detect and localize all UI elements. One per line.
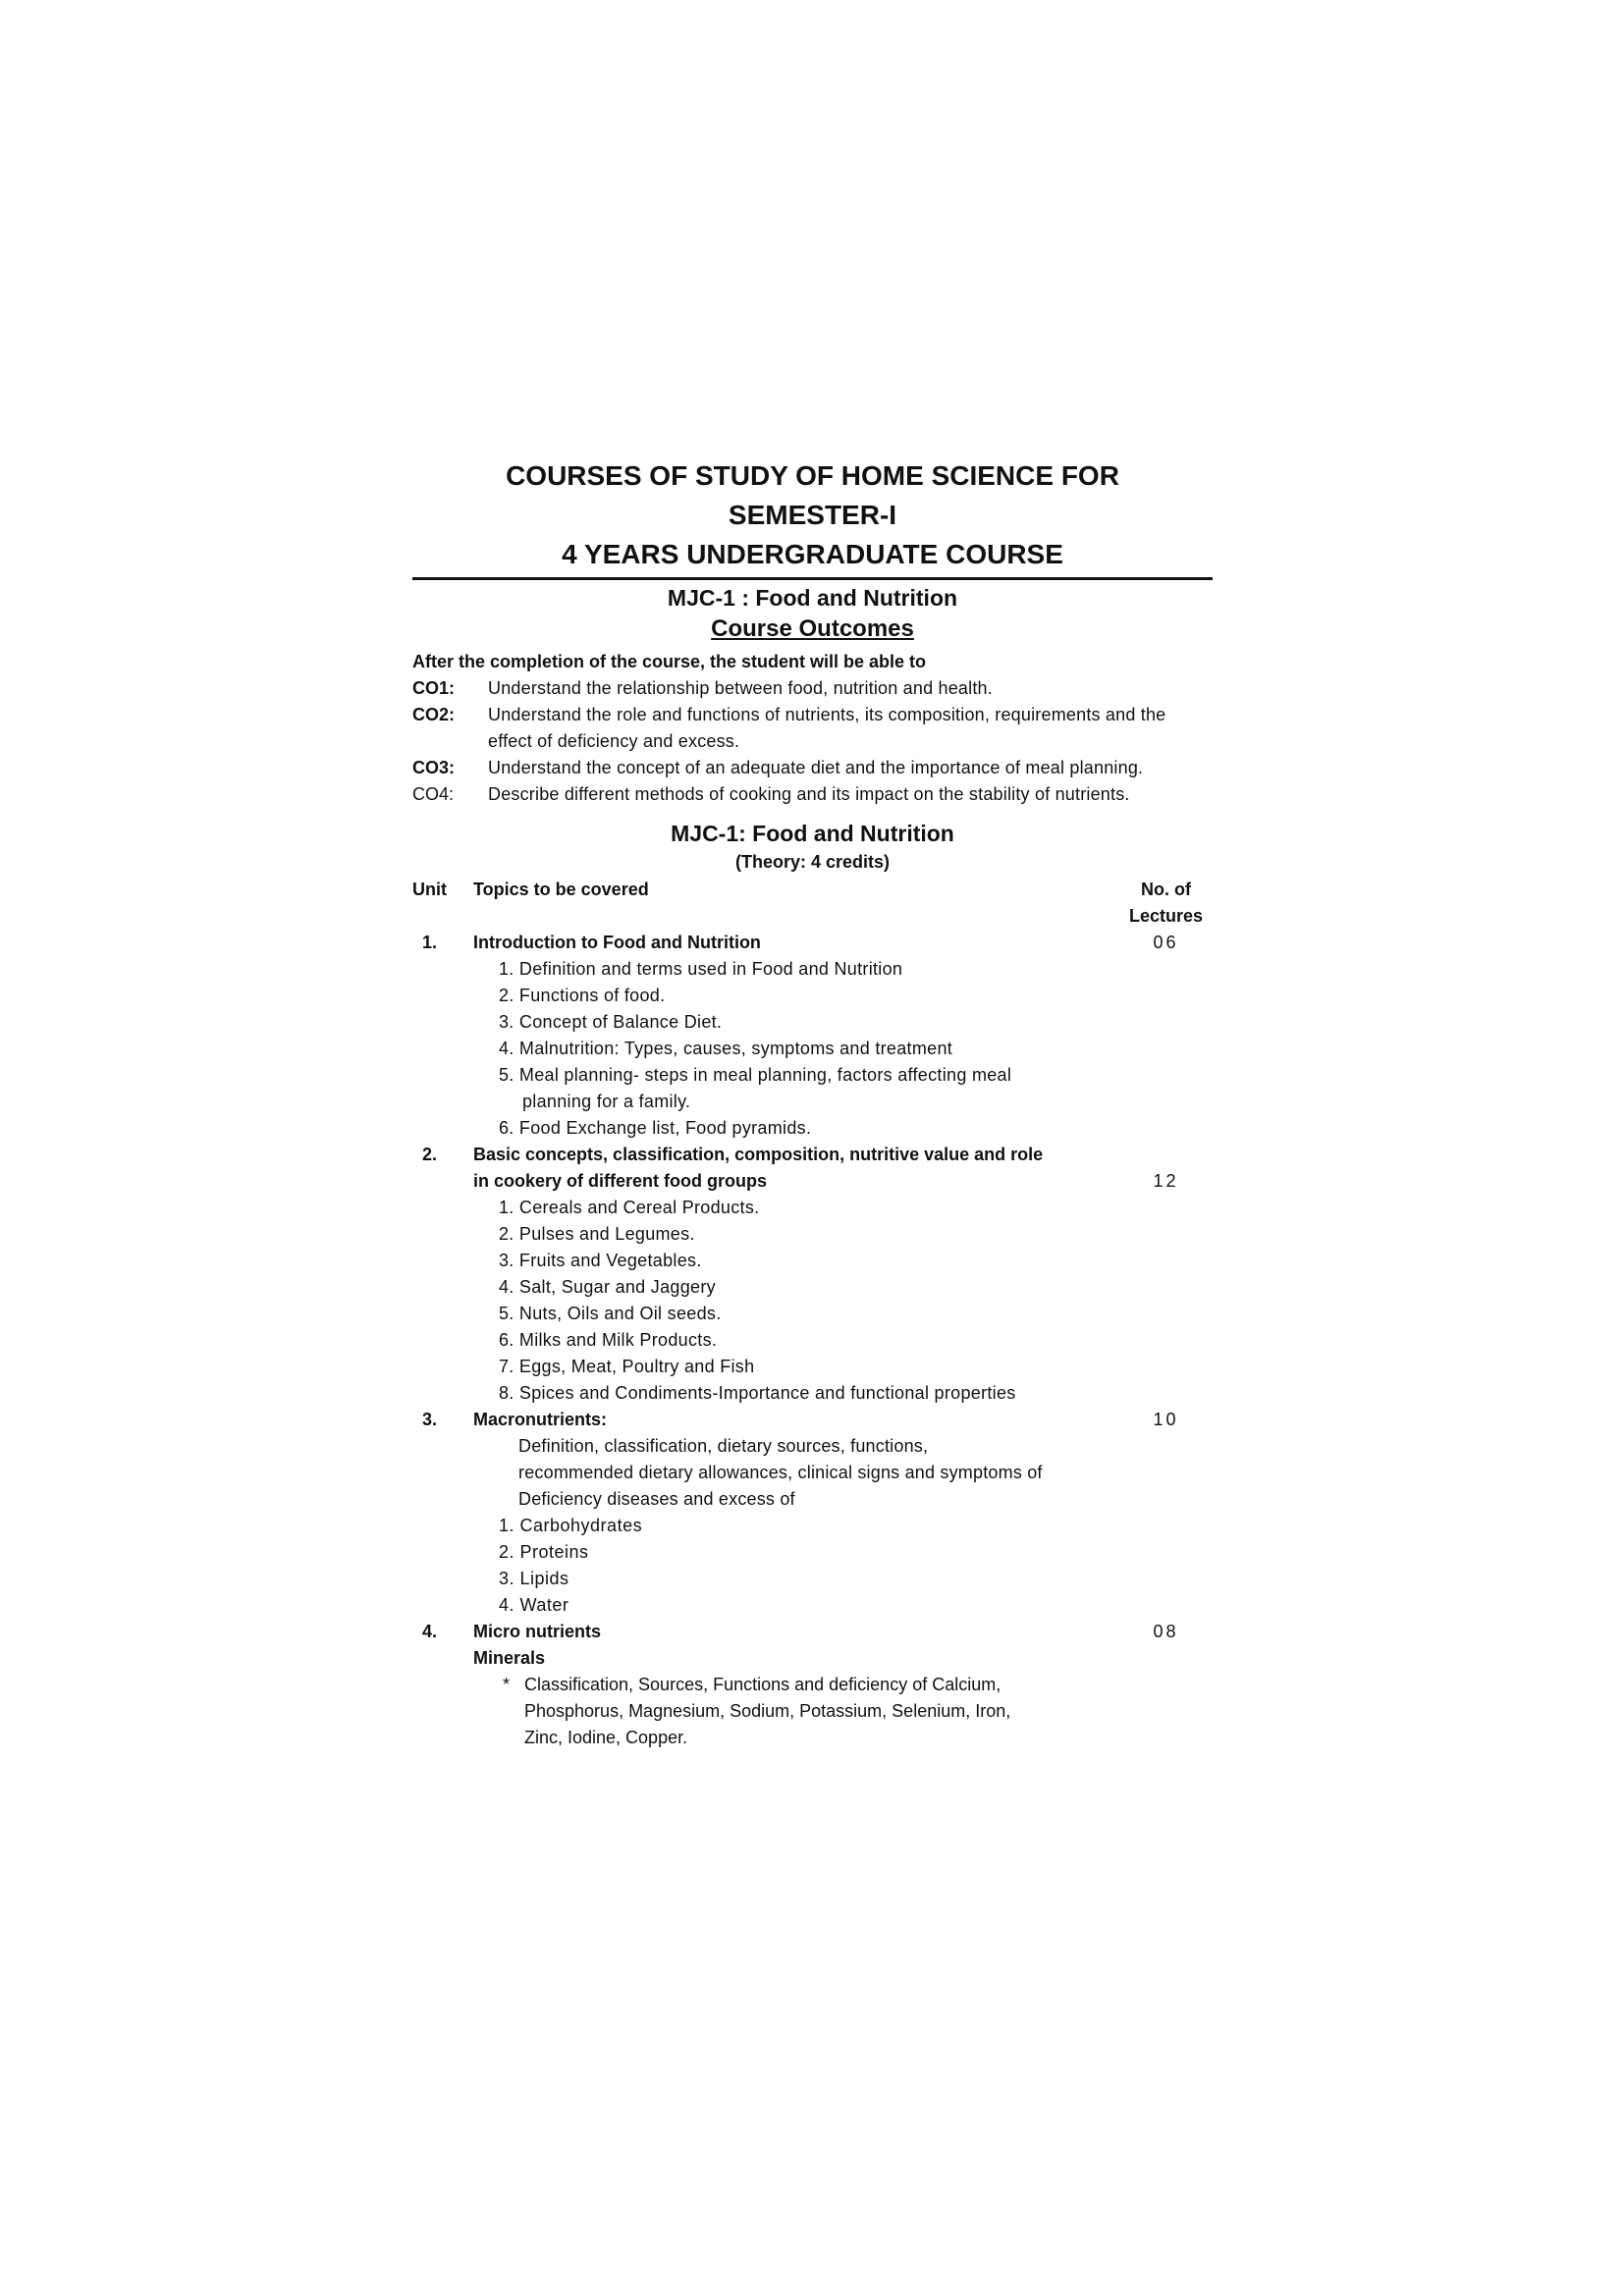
list-item: 3. Fruits and Vegetables. bbox=[499, 1251, 702, 1270]
unit-number: 4. bbox=[422, 1622, 438, 1641]
bullet-line: Classification, Sources, Functions and deficiency of Calcium, bbox=[524, 1675, 1001, 1694]
outcomes-heading: Course Outcomes bbox=[711, 615, 914, 642]
outcome-text: Understand the concept of an adequate diet and the importance of meal planning. bbox=[488, 758, 1144, 777]
unit-row-continuation bbox=[412, 1168, 1213, 1195]
list-item: 2. Pulses and Legumes. bbox=[499, 1224, 695, 1244]
list-item: 6. Milks and Milk Products. bbox=[499, 1330, 718, 1350]
list-item: 5. Meal planning- steps in meal planning, factors affecting meal bbox=[499, 1065, 1012, 1085]
outcomes-intro: After the completion of the course, the student will be able to bbox=[412, 652, 927, 671]
unit-row bbox=[412, 1407, 1213, 1433]
unit-title: Macronutrients: bbox=[473, 1410, 608, 1429]
unit-lectures: 12 bbox=[1153, 1171, 1179, 1191]
asterisk-bullet: * bbox=[503, 1675, 511, 1694]
unit-row bbox=[412, 1619, 1213, 1645]
list-item: 3. Concept of Balance Diet. bbox=[499, 1012, 723, 1032]
unit-title: Introduction to Food and Nutrition bbox=[473, 933, 761, 952]
list-item: 5. Nuts, Oils and Oil seeds. bbox=[499, 1304, 722, 1323]
syllabus-content bbox=[412, 456, 1213, 1751]
outcome-code: CO4: bbox=[412, 784, 455, 804]
list-item: 4. Salt, Sugar and Jaggery bbox=[499, 1277, 716, 1297]
header-lectures bbox=[1119, 877, 1213, 930]
unit-lectures: 10 bbox=[1153, 1410, 1179, 1429]
header-unit: Unit bbox=[412, 880, 447, 899]
unit-title: Micro nutrients bbox=[473, 1622, 602, 1641]
list-item: 1. Cereals and Cereal Products. bbox=[499, 1198, 760, 1217]
subheading-minerals: Minerals bbox=[473, 1648, 546, 1668]
unit-title-continuation: in cookery of different food groups bbox=[473, 1171, 768, 1191]
paper-title: MJC-1 : Food and Nutrition bbox=[667, 585, 958, 611]
list-item: 1. Carbohydrates bbox=[499, 1516, 643, 1535]
unit-description-line: Definition, classification, dietary sources, functions, bbox=[518, 1436, 929, 1456]
outcome-text: Understand the role and functions of nutrients, its composition, requirements and the effect of deficiency and excess. bbox=[488, 705, 1166, 751]
outcome-text: Describe different methods of cooking and its impact on the stability of nutrients. bbox=[488, 784, 1130, 804]
unit-number: 2. bbox=[422, 1145, 438, 1164]
syllabus-title: MJC-1: Food and Nutrition bbox=[671, 821, 954, 846]
outcome-item bbox=[412, 781, 1213, 808]
unit-title: Basic concepts, classification, composition, nutritive value and role bbox=[473, 1145, 1044, 1164]
outcome-item bbox=[412, 755, 1213, 781]
outcome-text: Understand the relationship between food, nutrition and health. bbox=[488, 678, 993, 698]
bullet-line: Phosphorus, Magnesium, Sodium, Potassium, Selenium, Iron, bbox=[524, 1701, 1011, 1721]
list-item: 1. Definition and terms used in Food and Nutrition bbox=[499, 959, 903, 979]
syllabus-table-header bbox=[412, 877, 1213, 930]
header-lectures-line-2: Lectures bbox=[1128, 906, 1204, 926]
bullet-item bbox=[412, 1672, 1213, 1751]
list-item: 2. Proteins bbox=[499, 1542, 589, 1562]
bullet-text bbox=[522, 1672, 1213, 1751]
outcome-item bbox=[412, 702, 1213, 755]
unit-lectures: 06 bbox=[1153, 933, 1179, 952]
main-title-line-2: SEMESTER-I bbox=[728, 500, 897, 530]
unit-row bbox=[412, 1142, 1213, 1168]
list-item: 8. Spices and Condiments-Importance and functional properties bbox=[499, 1383, 1016, 1403]
credits-label: (Theory: 4 credits) bbox=[734, 852, 891, 872]
unit-description-line: recommended dietary allowances, clinical signs and symptoms of bbox=[518, 1463, 1043, 1482]
main-title-line-1: COURSES OF STUDY OF HOME SCIENCE FOR bbox=[506, 460, 1119, 491]
unit-number-spacer bbox=[412, 1168, 473, 1195]
title-rule bbox=[412, 577, 1213, 580]
outcome-item bbox=[412, 675, 1213, 702]
unit-number: 3. bbox=[422, 1410, 438, 1429]
unit-row bbox=[412, 930, 1213, 956]
outcome-code: CO1: bbox=[412, 678, 456, 698]
continuation-text: planning for a family. bbox=[522, 1092, 691, 1111]
list-item: 7. Eggs, Meat, Poultry and Fish bbox=[499, 1357, 755, 1376]
list-item: 6. Food Exchange list, Food pyramids. bbox=[499, 1118, 812, 1138]
bullet-line: Zinc, Iodine, Copper. bbox=[524, 1728, 688, 1747]
list-item: 4. Water bbox=[499, 1595, 569, 1615]
list-item-continuation bbox=[412, 1089, 1213, 1115]
outcome-code: CO3: bbox=[412, 758, 456, 777]
outcome-code: CO2: bbox=[412, 705, 456, 724]
list-item: 2. Functions of food. bbox=[499, 986, 666, 1005]
list-item: 4. Malnutrition: Types, causes, symptoms and treatment bbox=[499, 1039, 953, 1058]
unit-lectures-spacer bbox=[1119, 1142, 1213, 1168]
unit-description-line: Deficiency diseases and excess of bbox=[518, 1489, 795, 1509]
header-lectures-line-1: No. of bbox=[1141, 880, 1191, 899]
unit-number: 1. bbox=[422, 933, 438, 952]
header-topics: Topics to be covered bbox=[473, 880, 649, 899]
main-title-line-3: 4 YEARS UNDERGRADUATE COURSE bbox=[562, 539, 1063, 569]
unit-lectures: 08 bbox=[1153, 1622, 1179, 1641]
list-item: 3. Lipids bbox=[499, 1569, 569, 1588]
